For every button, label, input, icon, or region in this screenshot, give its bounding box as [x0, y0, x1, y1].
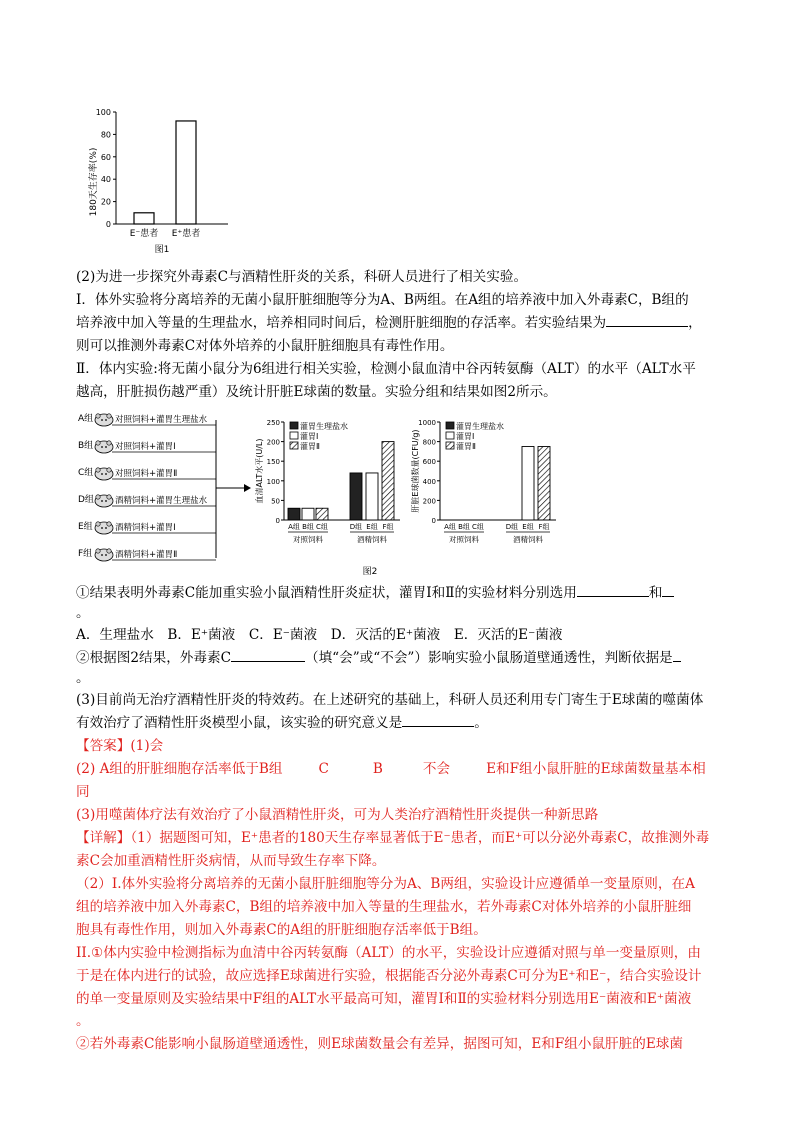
answer-blank-2[interactable]: [577, 582, 649, 597]
q2-c1-text: ①结果表明外毒素C能加重实验小鼠酒精性肝炎症状，灌胃Ⅰ和Ⅱ的实验材料分别选用: [76, 585, 577, 601]
detail-3-line4: 。: [76, 1013, 90, 1029]
fig2-chart2-ytick-label: 0: [431, 517, 436, 525]
q2-c2-text2: （填“会”或“不会”）影响实验小鼠肠道壁通透性，判断依据是: [305, 650, 673, 666]
answer-2c: B: [372, 761, 383, 777]
fig1-ytick-label: 40: [100, 175, 111, 185]
fig2-chart2-ytick-label: 800: [422, 438, 436, 447]
fig2-group-treatment: 对照饲料+灌胃生理盐水: [115, 415, 208, 425]
fig2-chart2-ytick-label: 600: [422, 458, 436, 467]
answer-2e: E和F组小鼠肝脏的E球菌数量基本相: [486, 761, 706, 777]
fig2-caption: 图2: [362, 567, 378, 577]
figure-2: [76, 404, 576, 580]
figure-1-bar-chart: [76, 100, 236, 260]
fig2-chart1-xtick-label: C组: [316, 523, 328, 531]
mouse-icon: [95, 468, 113, 480]
fig1-xtick-label: E⁺患者: [171, 229, 201, 239]
fig1-ytick-label: 100: [95, 108, 111, 117]
fig2-chart2-group-label: 酒精饲料: [513, 535, 543, 544]
q2-part1-line1: I．体外实验将分离培养的无菌小鼠肝脏细胞等分为A、B两组。在A组的培养液中加入外毒素C，B组的: [76, 292, 689, 308]
fig2-chart2-ylabel: 肝脏E球菌数量(CFU/g): [411, 429, 420, 513]
fig2-chart1-ytick-label: 200: [266, 438, 280, 447]
fig1-ylabel: 180天生存率(%): [89, 147, 99, 217]
fig2-chart2-xtick-label: B组: [458, 523, 470, 531]
fig2-group-label: E组: [78, 522, 93, 532]
fig1-bar: [134, 213, 154, 224]
options-line: A．生理盐水 B．E⁺菌液 C．E⁻菌液 D．灭活的E⁺菌液 E．灭活的E⁻菌液: [76, 627, 563, 643]
detail-1-line1: 【详解】（1）据题图可知，E⁺患者的180天生存率显著低于E⁻患者，而E⁺可以分泌外毒素C，故推测外毒: [76, 830, 710, 846]
fig2-chart1-xtick-label: D组: [349, 523, 363, 531]
q3-line1: (3)目前尚无治疗酒精性肝炎的特效药。在上述研究的基础上，科研人员还利用专门寄生于E球菌的噬菌体: [76, 692, 704, 708]
mouse-icon: [95, 414, 113, 426]
fig2-chart1-group-label: 对照饲料: [293, 535, 323, 544]
fig2-chart1-legend-label: 灌胃Ⅱ: [300, 442, 320, 451]
fig2-chart2-xtick-label: C组: [472, 523, 484, 531]
fig1-caption: 图1: [154, 245, 170, 255]
detail-2-line2: 组的培养液中加入外毒素C，B组的培养液中加入等量的生理盐水，若外毒素C对体外培养的小鼠肝脏细: [76, 899, 692, 915]
fig2-chart2-legend-swatch: [446, 432, 454, 439]
fig2-chart1-ytick-label: 100: [266, 477, 280, 486]
mouse-icon: [95, 549, 113, 561]
answer-2b: C: [318, 761, 329, 777]
answer-blank-5[interactable]: [673, 647, 681, 662]
fig2-chart2-ytick-label: 200: [422, 497, 436, 506]
fig1-bar: [176, 121, 196, 224]
fig2-group-treatment: 酒精饲料+灌胃Ⅰ: [115, 523, 176, 533]
fig2-chart1-legend-label: 灌胃生理盐水: [300, 422, 348, 431]
q2-part2-line1: Ⅱ．体内实验:将无菌小鼠分为6组进行相关实验，检测小鼠血清中谷丙转氨酶（ALT）的水平（ALT水平: [76, 361, 696, 377]
detail-3-line2: 于是在体内进行的试验，故应选择E球菌进行实验，根据能否分泌外毒素C可分为E⁺和E⁻，结合实验设计: [76, 968, 702, 984]
mouse-icon: [95, 441, 113, 453]
fig1-xtick-label: E⁻患者: [129, 229, 159, 239]
fig2-arrowhead: [244, 484, 251, 492]
fig2-group-treatment: 对照饲料+灌胃Ⅰ: [115, 442, 176, 452]
fig2-chart2-group-label: 对照饲料: [449, 535, 479, 544]
q3-line2: [76, 712, 488, 734]
detail-3-line3: 的单一变量原则及实验结果中F组的ALT水平最高可知，灌胃Ⅰ和Ⅱ的实验材料分别选用E⁻菌液和E⁺菌液: [76, 991, 692, 1007]
fig2-chart1-ytick-label: 150: [266, 458, 280, 467]
fig2-chart2-xtick-label: D组: [505, 523, 519, 531]
q2-c2-line1: [76, 647, 681, 669]
q2-c2-line2: 。: [76, 670, 90, 686]
fig2-chart2-legend-label: 灌胃Ⅰ: [456, 432, 475, 441]
fig2-group-label: C组: [78, 468, 94, 478]
fig2-chart2-legend-swatch: [446, 442, 454, 449]
fig2-chart2-ytick-label: 400: [422, 477, 436, 486]
fig2-chart1-bar: [288, 508, 300, 520]
fig2-chart1-bar: [302, 508, 314, 520]
fig2-chart2-xtick-label: E组: [522, 523, 534, 531]
answer-line4: (3)用噬菌体疗法有效治疗了小鼠酒精性肝炎，可为人类治疗酒精性肝炎提供一种新思路: [76, 807, 599, 823]
detail-4-line1: ②若外毒素C能影响小鼠肠道壁通透性，则E球菌数量会有差异，据图可知，E和F组小鼠肝脏的E球菌: [76, 1036, 683, 1052]
answer-2d: 不会: [422, 761, 451, 777]
fig2-chart1-xtick-label: F组: [382, 523, 394, 531]
q3-line2-end: 。: [474, 715, 488, 731]
fig2-chart2-legend-label: 灌胃Ⅱ: [456, 442, 476, 451]
answer-2a: (2) A组的肝脏细胞存活率低于B组: [76, 761, 283, 777]
answer-blank-4[interactable]: [231, 647, 305, 662]
q2-c1-line1: [76, 582, 674, 604]
q2-part1-line2: [76, 312, 702, 334]
fig2-chart1-bar: [316, 508, 328, 520]
fig1-ytick-label: 80: [100, 130, 111, 140]
fig2-chart1-legend-swatch: [290, 422, 298, 429]
fig1-ytick-label: 20: [100, 197, 111, 207]
fig2-chart1-xtick-label: E组: [366, 523, 378, 531]
answer-line2: [76, 758, 706, 780]
q2-part1-line2-end: ，: [688, 315, 702, 331]
fig2-chart1-legend-label: 灌胃Ⅰ: [300, 432, 319, 441]
fig2-chart1-xtick-label: A组: [288, 523, 300, 531]
fig2-chart1-legend-swatch: [290, 432, 298, 439]
q2-c2-text: ②根据图2结果，外毒素C: [76, 650, 231, 666]
detail-1-line2: 素C会加重酒精性肝炎病情，从而导致生存率下降。: [76, 853, 386, 869]
q2-part1-line2-text: 培养液中加入等量的生理盐水，培养相同时间后，检测肝脏细胞的存活率。若实验结果为: [76, 315, 607, 331]
detail-3-line1: II.①体内实验中检测指标为血清中谷丙转氨酶（ALT）的水平，实验设计应遵循对照与单一变量原则，由: [76, 945, 701, 961]
q3-line2-text: 有效治疗了酒精性肝炎模型小鼠，该实验的研究意义是: [76, 715, 403, 731]
fig2-chart2-xtick-label: A组: [444, 523, 456, 531]
mouse-icon: [95, 495, 113, 507]
fig2-chart1-bar: [350, 473, 362, 520]
mouse-icon: [95, 522, 113, 534]
fig2-chart1-ytick-label: 250: [266, 419, 280, 427]
fig2-chart2-xtick-label: F组: [538, 523, 550, 531]
fig2-chart1-ylabel: 血清ALT水平(U/L): [255, 438, 264, 504]
fig2-group-treatment: 酒精饲料+灌胃Ⅱ: [115, 550, 178, 560]
fig2-chart2-legend-swatch: [446, 422, 454, 429]
fig2-chart1-legend-swatch: [290, 442, 298, 449]
detail-2-line1: （2）I.体外实验将分离培养的无菌小鼠肝脏细胞等分为A、B两组，实验设计应遵循单一变量原则，在A: [76, 876, 695, 892]
fig2-chart2-bar: [522, 447, 534, 521]
answer-blank-1[interactable]: [606, 312, 688, 327]
fig2-group-label: B组: [78, 441, 94, 451]
fig2-chart1-bar: [366, 473, 378, 520]
q2-c1-and: 和: [648, 585, 663, 601]
answer-blank-3[interactable]: [662, 582, 674, 597]
fig2-chart1-ytick-label: 0: [275, 517, 280, 525]
fig2-group-treatment: 酒精饲料+灌胃生理盐水: [115, 496, 208, 506]
fig2-group-treatment: 对照饲料+灌胃Ⅱ: [115, 469, 178, 479]
q2-intro: (2)为进一步探究外毒素C与酒精性肝炎的关系，科研人员进行了相关实验。: [76, 269, 528, 285]
q2-c1-line2: 。: [76, 605, 90, 621]
answer-blank-6[interactable]: [402, 712, 474, 727]
fig2-chart1-group-label: 酒精饲料: [357, 535, 387, 544]
answer-line1: 【答案】(1)会: [76, 738, 164, 754]
fig2-group-label: D组: [78, 495, 94, 505]
fig2-chart2-bar: [538, 447, 550, 521]
detail-2-line3: 胞具有毒性作用，则加入外毒素C的A组的肝脏细胞存活率低于B组。: [76, 922, 487, 938]
fig2-chart1-bar: [382, 442, 394, 520]
fig2-group-label: F组: [78, 549, 93, 559]
answer-line3: 同: [76, 784, 90, 800]
q2-part2-line2: 越高，肝脏损伤越严重）及统计肝脏E球菌的数量。实验分组和结果如图2所示。: [76, 384, 557, 400]
fig2-chart2-legend-label: 灌胃生理盐水: [456, 422, 504, 431]
fig2-chart1-ytick-label: 50: [271, 497, 280, 506]
fig2-chart1-xtick-label: B组: [302, 523, 314, 531]
fig1-ytick-label: 0: [105, 220, 111, 229]
fig2-group-label: A组: [78, 414, 94, 424]
fig1-ytick-label: 60: [100, 152, 111, 162]
q2-part1-line3: 则可以推测外毒素C对体外培养的小鼠肝脏细胞具有毒性作用。: [76, 338, 454, 354]
fig2-chart2-ytick-label: 1000: [418, 419, 436, 427]
